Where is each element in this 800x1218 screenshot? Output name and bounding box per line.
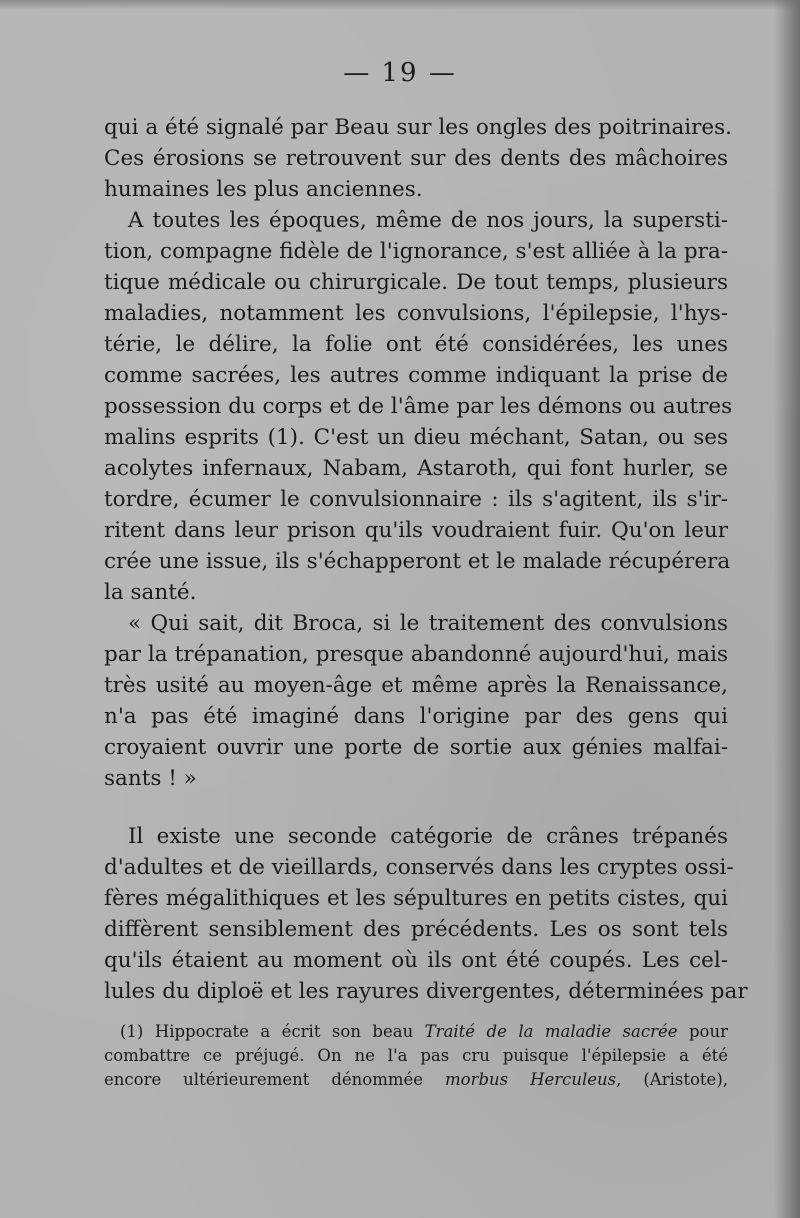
text-line: térie, le délire, la folie ont été considérées, les unes — [104, 332, 728, 357]
footnote-term-italic: morbus Herculeus — [445, 1070, 617, 1089]
footnote-text: , (Aristote), — [616, 1070, 728, 1089]
text-line: humaines les plus anciennes. — [104, 177, 423, 202]
footnote-line — [104, 1020, 728, 1044]
text-line: acolytes infernaux, Nabam, Astaroth, qui font hurler, se — [104, 456, 728, 481]
text-line: Il existe une seconde catégorie de crânes trépanés — [128, 824, 728, 849]
text-line: sants ! » — [104, 766, 197, 791]
footnote-title-italic: Traité de la maladie sacrée — [424, 1022, 678, 1041]
text-line: croyaient ouvrir une porte de sortie aux génies malfai- — [104, 735, 728, 760]
text-line: tordre, écumer le convulsionnaire : ils s'agitent, ils s'ir- — [104, 487, 728, 512]
page-number: — 19 — — [343, 58, 457, 88]
text-line: « Qui sait, dit Broca, si le traitement des convulsions — [128, 611, 728, 636]
text-line: possession du corps et de l'âme par les démons ou autres — [104, 394, 733, 419]
text-line: d'adultes et de vieillards, conservés dans les cryptes ossi- — [104, 855, 734, 880]
text-line: tion, compagne fidèle de l'ignorance, s'est alliée à la pra- — [104, 239, 728, 264]
body-text — [104, 112, 748, 1007]
paragraph — [104, 112, 733, 205]
text-line: fères mégalithiques et les sépultures en petits cistes, qui — [104, 886, 728, 911]
text-line: crée une issue, ils s'échapperont et le malade récupérera — [104, 549, 731, 574]
text-line: maladies, notamment les convulsions, l'épilepsie, l'hys- — [104, 301, 728, 326]
text-line: la santé. — [104, 580, 197, 605]
text-line: ritent dans leur prison qu'ils voudraient fuir. Qu'on leur — [104, 518, 728, 543]
text-line: n'a pas été imaginé dans l'origine par des gens qui — [104, 704, 728, 729]
text-line: qu'ils étaient au moment où ils ont été coupés. Les cel- — [104, 948, 728, 973]
text-line: très usité au moyen-âge et même après la Renaissance, — [104, 673, 728, 698]
text-line: diffèrent sensiblement des précédents. Les os sont tels — [104, 917, 728, 942]
footnote-text: pour — [677, 1022, 728, 1041]
page-top-shadow — [0, 0, 800, 10]
text-line: comme sacrées, les autres comme indiquant la prise de — [104, 363, 728, 388]
paragraph — [104, 205, 733, 608]
footnote-text: (1) Hippocrate a écrit son beau — [120, 1022, 425, 1041]
text-line: par la trépanation, presque abandonné aujourd'hui, mais — [104, 642, 728, 667]
paragraph-gap — [104, 794, 728, 821]
page-edge-shadow — [774, 0, 800, 1218]
footnote-line: combattre ce préjugé. On ne l'a pas cru puisque l'épilepsie a été — [104, 1046, 728, 1065]
text-line: A toutes les époques, même de nos jours, la supersti- — [128, 208, 728, 233]
paragraph — [104, 821, 748, 1007]
footnote-line — [104, 1068, 728, 1092]
text-line: qui a été signalé par Beau sur les ongles des poitrinaires. — [104, 115, 733, 140]
paragraph-quote — [104, 608, 728, 794]
footnote — [104, 1020, 728, 1092]
text-line: malins esprits (1). C'est un dieu méchant, Satan, ou ses — [104, 425, 728, 450]
footnote-text: encore ultérieurement dénommée — [104, 1070, 446, 1089]
text-line: lules du diploë et les rayures divergentes, déterminées par — [104, 979, 748, 1004]
text-line: tique médicale ou chirurgicale. De tout temps, plusieurs — [104, 270, 728, 295]
text-line: Ces érosions se retrouvent sur des dents des mâchoires — [104, 146, 728, 171]
